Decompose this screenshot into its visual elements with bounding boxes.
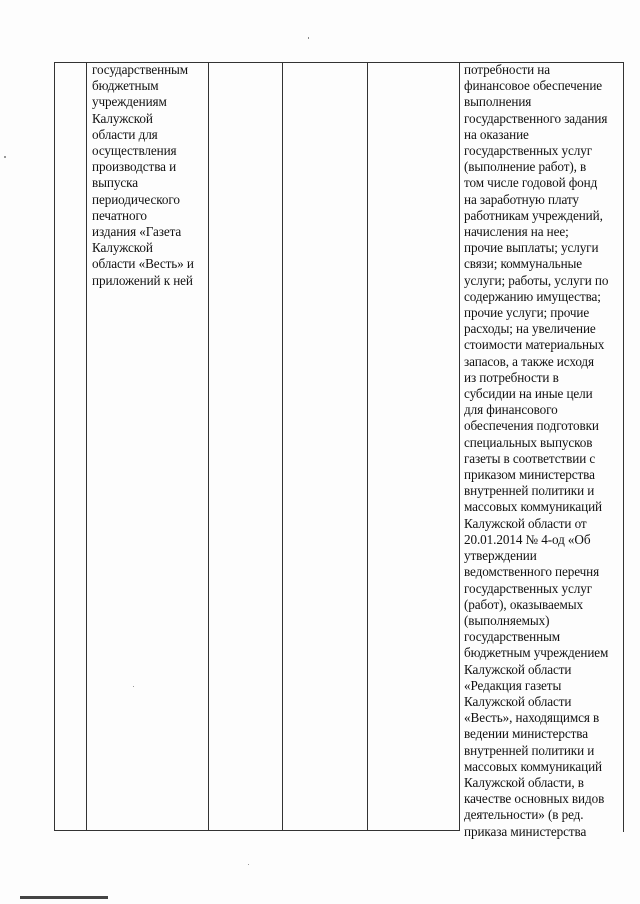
text-line: специальных выпусков bbox=[464, 434, 593, 450]
text-line: газеты в соответствии с bbox=[464, 450, 596, 466]
text-line: обеспечения подготовки bbox=[464, 418, 599, 434]
table-column-border bbox=[623, 62, 624, 832]
text-line: (работ), оказываемых bbox=[464, 596, 583, 612]
text-line: государственным bbox=[464, 629, 561, 645]
text-line: приказом министерства bbox=[464, 467, 595, 483]
table-column-border bbox=[208, 62, 209, 830]
text-line: Калужской bbox=[92, 110, 153, 126]
text-line: качестве основных видов bbox=[464, 791, 605, 807]
text-line: деятельности» (в ред. bbox=[464, 807, 584, 823]
text-line: приказа министерства bbox=[464, 823, 587, 839]
table-column-border bbox=[282, 62, 283, 830]
text-line: области «Весть» и bbox=[92, 256, 194, 272]
text-line: производства и bbox=[92, 159, 177, 175]
text-line: бюджетным учреждением bbox=[464, 645, 609, 661]
text-line: ведении министерства bbox=[464, 726, 588, 742]
scan-edge-mark bbox=[20, 896, 108, 899]
text-line: выполнения bbox=[464, 94, 532, 110]
text-line: прочие выплаты; услуги bbox=[464, 240, 599, 256]
text-line: «Редакция газеты bbox=[464, 677, 562, 693]
text-line: (выполнение работ), в bbox=[464, 159, 587, 175]
text-line: 20.01.2014 № 4-од «Об bbox=[464, 531, 591, 547]
text-line: государственных услуг bbox=[464, 143, 593, 159]
text-line: внутренней политики и bbox=[464, 483, 595, 499]
text-line: осуществления bbox=[92, 143, 177, 159]
text-line: «Весть», находящимся в bbox=[464, 710, 600, 726]
text-line: приложений к ней bbox=[92, 272, 193, 288]
text-line: том числе годовой фонд bbox=[464, 175, 598, 191]
text-line: учреждениям bbox=[92, 94, 167, 110]
text-line: содержанию имущества; bbox=[464, 288, 601, 304]
text-line: ведомственного перечня bbox=[464, 564, 600, 580]
scan-speck bbox=[133, 686, 134, 687]
text-line: (выполняемых) bbox=[464, 612, 550, 628]
text-line: прочие услуги; прочие bbox=[464, 305, 590, 321]
text-line: области для bbox=[92, 126, 158, 142]
text-line: печатного bbox=[92, 207, 147, 223]
table-cell-institution-description bbox=[92, 62, 206, 289]
text-line: Калужской bbox=[92, 240, 153, 256]
text-line: издания «Газета bbox=[92, 224, 182, 240]
text-line: государственных услуг bbox=[464, 580, 593, 596]
table-column-border bbox=[459, 62, 460, 830]
text-line: периодического bbox=[92, 191, 180, 207]
text-line: выпуска bbox=[92, 175, 138, 191]
table-cell-funding-description bbox=[464, 62, 622, 840]
table-column-border bbox=[367, 62, 368, 830]
text-line: массовых коммуникаций bbox=[464, 758, 602, 774]
text-line: на заработную плату bbox=[464, 191, 579, 207]
text-line: Калужской области bbox=[464, 661, 572, 677]
text-line: начисления на нее; bbox=[464, 224, 569, 240]
text-line: субсидии на иные цели bbox=[464, 386, 593, 402]
table-column-border bbox=[86, 62, 87, 830]
text-line: связи; коммунальные bbox=[464, 256, 583, 272]
text-line: массовых коммуникаций bbox=[464, 499, 602, 515]
text-line: Калужской области bbox=[464, 693, 572, 709]
text-line: потребности на bbox=[464, 62, 551, 77]
text-line: запасов, а также исходя bbox=[464, 353, 595, 369]
text-line: расходы; на увеличение bbox=[464, 321, 596, 337]
text-line: услуги; работы, услуги по bbox=[464, 272, 609, 288]
text-line: утверждении bbox=[464, 548, 537, 564]
text-line: для финансового bbox=[464, 402, 558, 418]
text-line: Калужской области от bbox=[464, 515, 587, 531]
text-line: государственного задания bbox=[464, 110, 608, 126]
scan-speck bbox=[308, 37, 309, 39]
text-line: стоимости материальных bbox=[464, 337, 605, 353]
text-line: Калужской области, в bbox=[464, 774, 584, 790]
text-line: финансовое обеспечение bbox=[464, 78, 603, 94]
table-bottom-border bbox=[54, 830, 460, 831]
text-line: государственным bbox=[92, 62, 189, 77]
table-column-border bbox=[54, 62, 55, 830]
scan-speck bbox=[248, 864, 249, 865]
text-line: работникам учреждений, bbox=[464, 207, 603, 223]
scan-speck bbox=[4, 156, 6, 158]
text-line: внутренней политики и bbox=[464, 742, 595, 758]
text-line: бюджетным bbox=[92, 78, 159, 94]
text-line: на оказание bbox=[464, 126, 529, 142]
text-line: из потребности в bbox=[464, 369, 559, 385]
